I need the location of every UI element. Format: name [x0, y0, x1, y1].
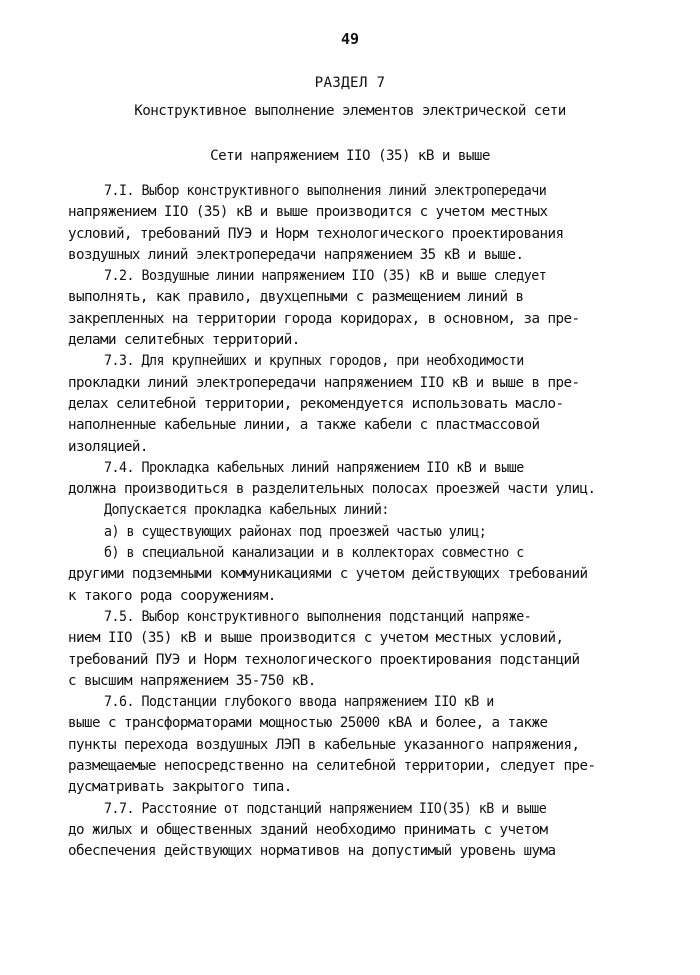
text-line: требований ПУЭ и Норм технологического проектирования подстанций	[68, 651, 580, 668]
text-line: должна производиться в разделительных полосах проезжей части улиц.	[68, 481, 596, 498]
text-line: пункты перехода воздушных ЛЭП в кабельные указанного напряжения,	[68, 736, 580, 753]
text-line: 7.2. Воздушные линии напряжением IIО (35) кВ и выше следует	[104, 268, 547, 285]
text-line: с высшим напряжением 35-750 кВ.	[68, 672, 316, 689]
text-line: 7.7. Расстояние от подстанций напряжением IIО(35) кВ и выше	[104, 800, 547, 817]
section-subtitle: Конструктивное выполнение элементов электрической сети	[134, 103, 566, 119]
text-line: к такого рода сооружениям.	[68, 587, 276, 604]
text-line: выше с трансформаторами мощностью 25000 кВА и более, а также	[68, 715, 548, 732]
text-line: выполнять, как правило, двухцепными с размещением линий в	[68, 289, 524, 306]
page-number: 49	[340, 30, 360, 48]
text-line: б) в специальной канализации и в коллекторах совместно с	[104, 545, 524, 562]
text-line: прокладки линий электропередачи напряжением IIО кВ и выше в пре-	[68, 374, 580, 391]
text-line: наполненные кабельные линии, а также кабели с пластмассовой	[68, 417, 540, 434]
text-line: а) в существующих районах под проезжей частью улиц;	[104, 523, 487, 540]
text-line: делами селитебных территорий.	[68, 332, 300, 349]
text-line: 7.3. Для крупнейших и крупных городов, при необходимости	[104, 353, 524, 370]
text-line: Допускается прокладка кабельных линий:	[104, 502, 389, 519]
text-line: 7.4. Прокладка кабельных линий напряжением IIО кВ и выше	[104, 459, 524, 476]
text-line: закрепленных на территории города коридорах, в основном, за пре-	[68, 310, 580, 327]
text-line: изоляцией.	[68, 438, 148, 455]
body-text	[68, 181, 648, 863]
text-line: 7.5. Выбор конструктивного выполнения подстанций напряже-	[104, 608, 532, 625]
text-line: другими подземными коммуникациями с учетом действующих требований	[68, 566, 588, 583]
text-line: до жилых и общественных зданий необходимо принимать с учетом	[68, 821, 548, 838]
text-line: размещаемые непосредственно на селитебной территории, следует пре-	[68, 758, 596, 775]
text-line: делах селитебной территории, рекомендуется использовать масло-	[68, 395, 564, 412]
text-line: 7.6. Подстанции глубокого ввода напряжением IIО кВ и	[104, 694, 494, 711]
text-line: условий, требований ПУЭ и Норм технологического проектирования	[68, 225, 564, 242]
text-line: обеспечения действующих нормативов на допустимый уровень шума	[68, 843, 556, 860]
text-line: 7.I. Выбор конструктивного выполнения линий электропередачи	[104, 183, 547, 199]
text-line: напряжением IIО (35) кВ и выше производится с учетом местных	[68, 204, 548, 221]
section-title: РАЗДЕЛ 7	[314, 75, 386, 91]
text-line: дусматривать закрытого типа.	[68, 779, 292, 796]
text-line: воздушных линий электропередачи напряжением 35 кВ и выше.	[68, 246, 524, 263]
subsection-title: Сети напряжением IIО (35) кВ и выше	[210, 148, 490, 164]
text-line: нием IIО (35) кВ и выше производится с учетом местных условий,	[68, 630, 564, 647]
